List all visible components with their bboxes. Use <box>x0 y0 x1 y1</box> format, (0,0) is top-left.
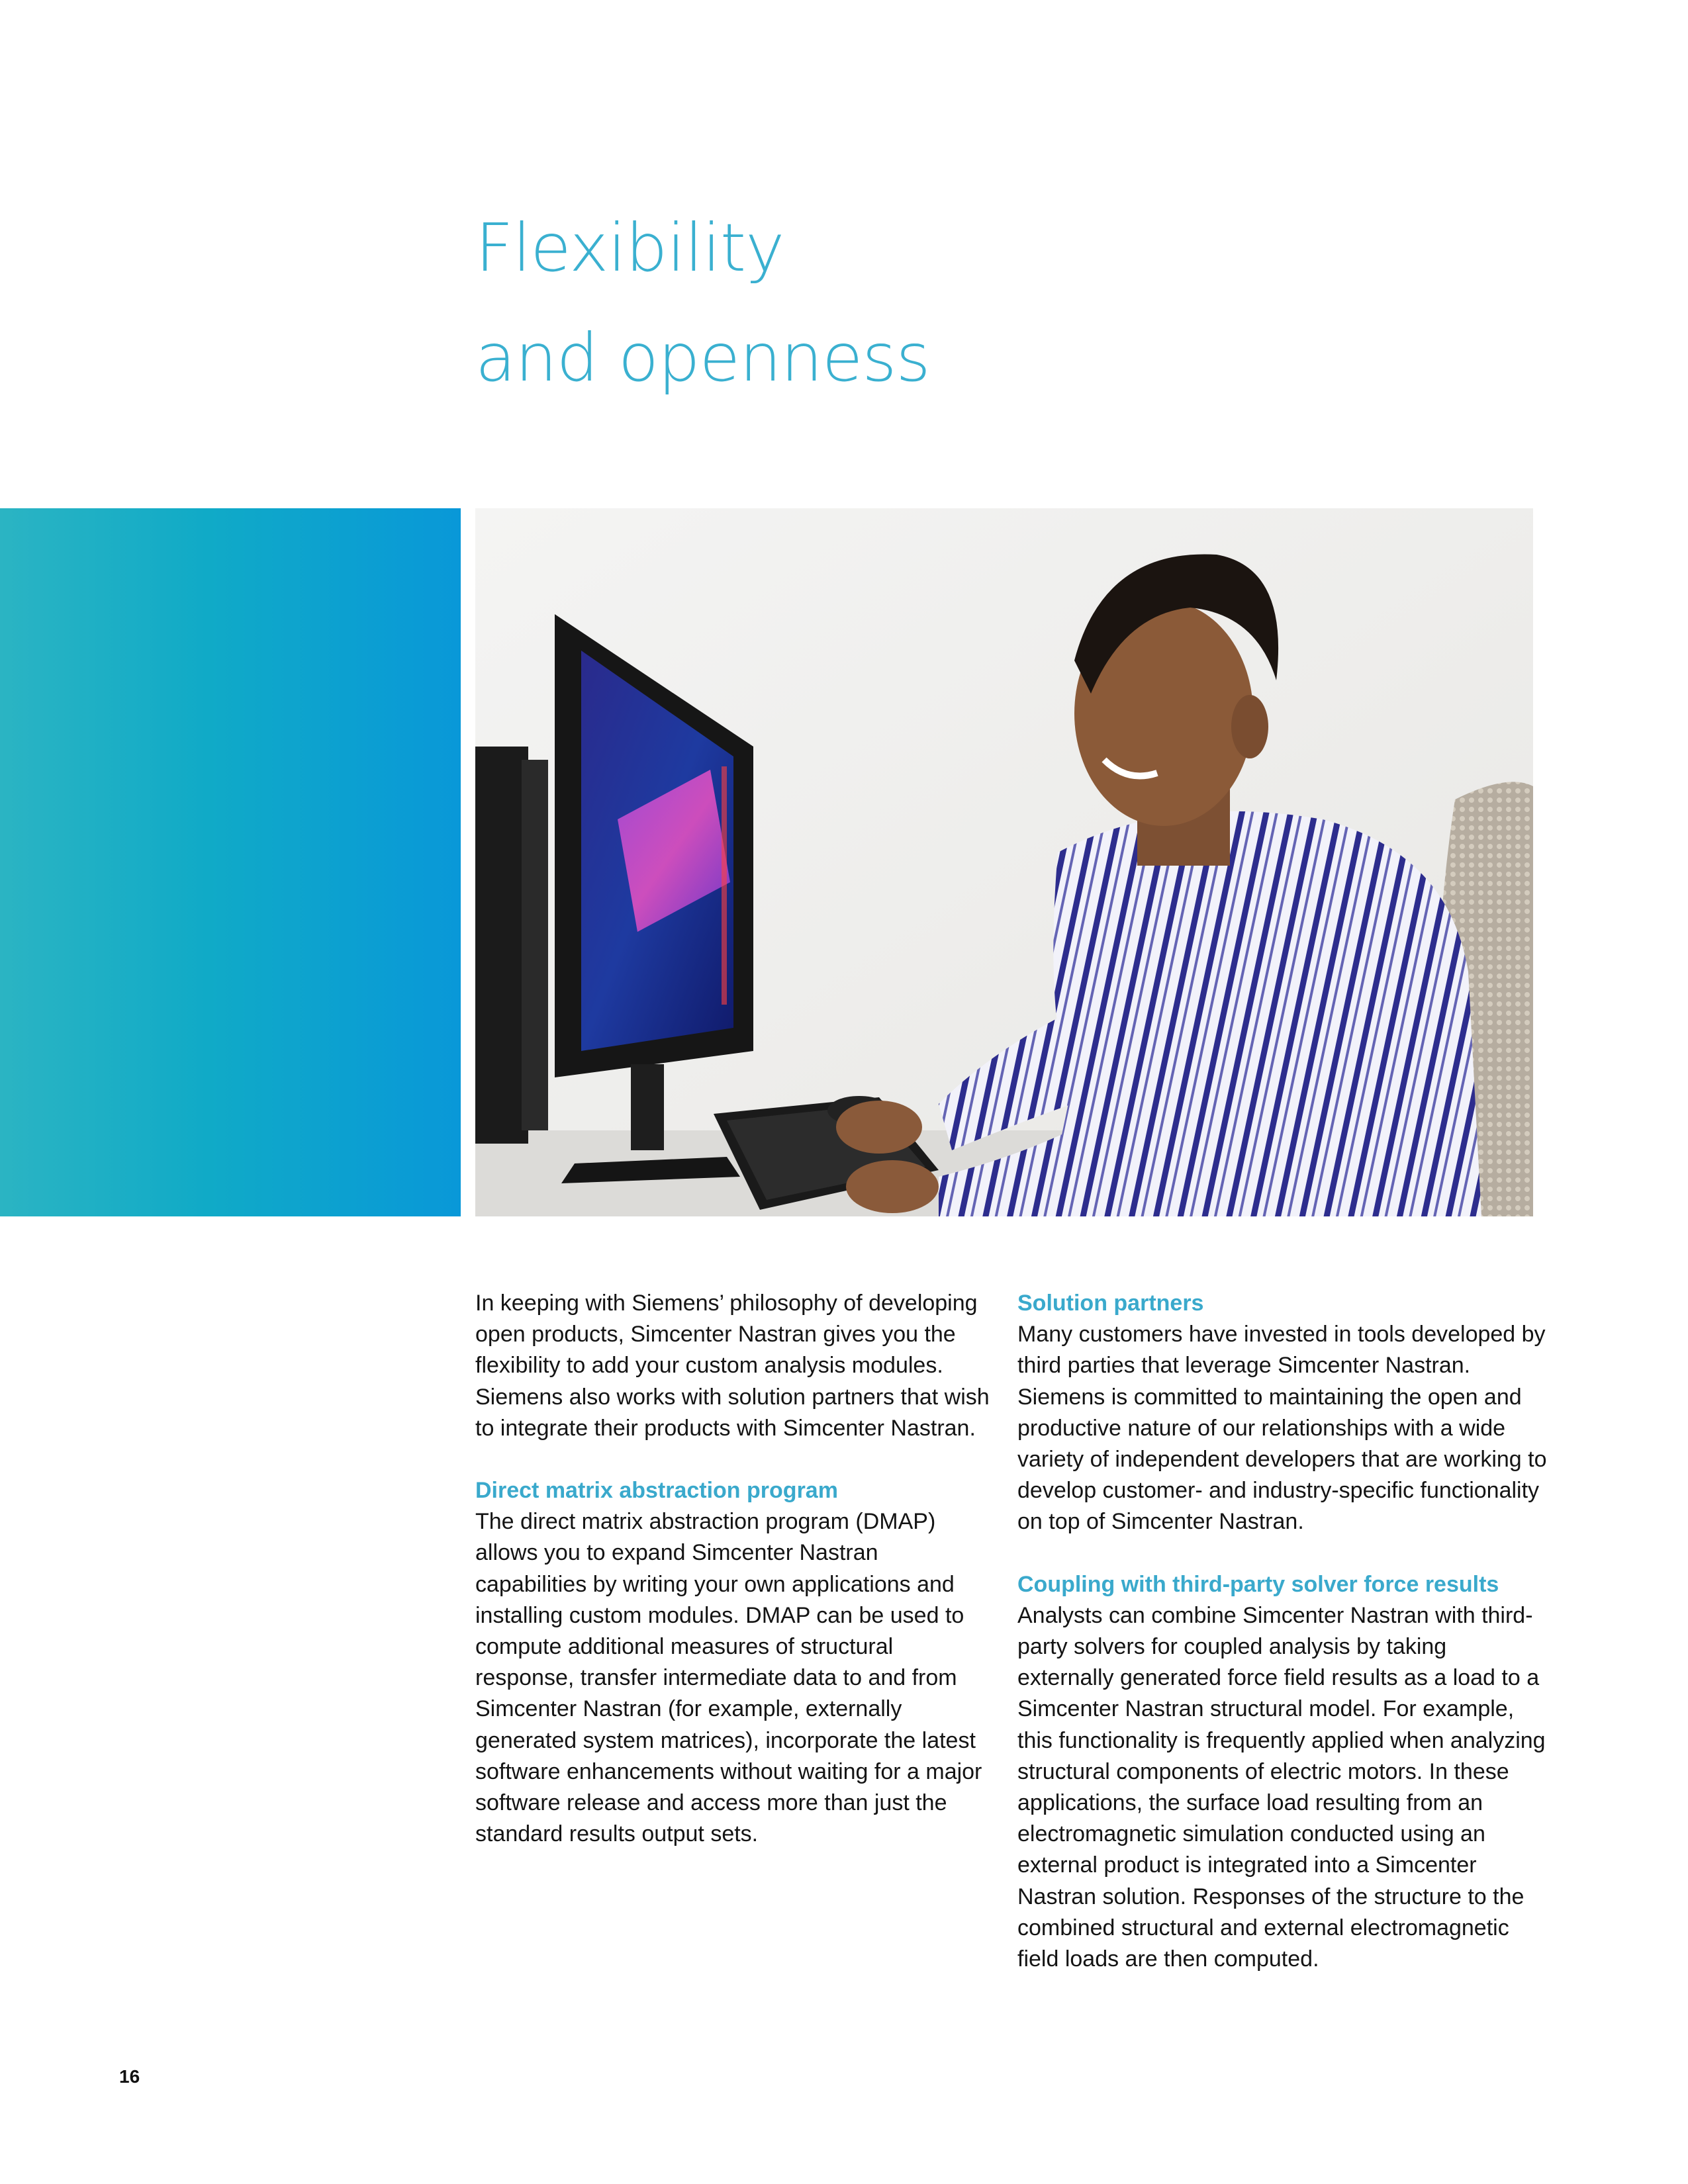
coupling-heading: Coupling with third-party solver force results <box>1017 1571 1499 1597</box>
page-title <box>475 193 1534 413</box>
intro-paragraph: In keeping with Siemens’ philosophy of developing open products, Simcenter Nastran gives you the flexibility to add your custom analysis modules. Siemens also works with solution partners that wish to integrate their products with Simcenter Nastran. <box>475 1291 990 1441</box>
page-number: 16 <box>119 2066 140 2087</box>
left-column <box>475 1288 992 1881</box>
dmap-heading: Direct matrix abstraction program <box>475 1478 838 1504</box>
photo-illustration <box>475 508 1533 1216</box>
dmap-paragraph: The direct matrix abstraction program (DMAP) allows you to expand Simcenter Nastran capabilities by writing your own applications and installing custom modules. DMAP can be used to compute additional measures of structural response, transfer intermediate data to and from Simcenter Nastran (for example, externally generated system matrices), incorporate the latest software enhancements without waiting for a major software release and access more than just the standard results output sets. <box>475 1509 982 1847</box>
photo-man-at-computer <box>475 508 1533 1216</box>
right-column <box>1017 1288 1547 2006</box>
page-title-line-2: and openness <box>475 319 930 396</box>
decorative-gradient-block <box>0 508 461 1216</box>
solution-partners-heading: Solution partners <box>1017 1291 1204 1316</box>
solution-partners-paragraph: Many customers have invested in tools developed by third parties that leverage Simcenter Nastran. Siemens is committed to maintaining the open and productive nature of our relationships with a wide variety of independent developers that are working to develop customer- and industry-specific functionality on top of Simcenter Nastran. <box>1017 1322 1547 1535</box>
page-title-line-1: Flexibility <box>475 209 784 287</box>
coupling-paragraph: Analysts can combine Simcenter Nastran with third-party solvers for coupled analysis by taking externally generated force field results as a load to a Simcenter Nastran structural model. For example, this functionality is frequently applied when analyzing structural components of electric motors. In these applications, the surface load resulting from an electromagnetic simulation conducted using an external product is integrated into a Simcenter Nastran solution. Responses of the structure to the combined structural and external electromagnetic field loads are then computed. <box>1017 1602 1546 1972</box>
